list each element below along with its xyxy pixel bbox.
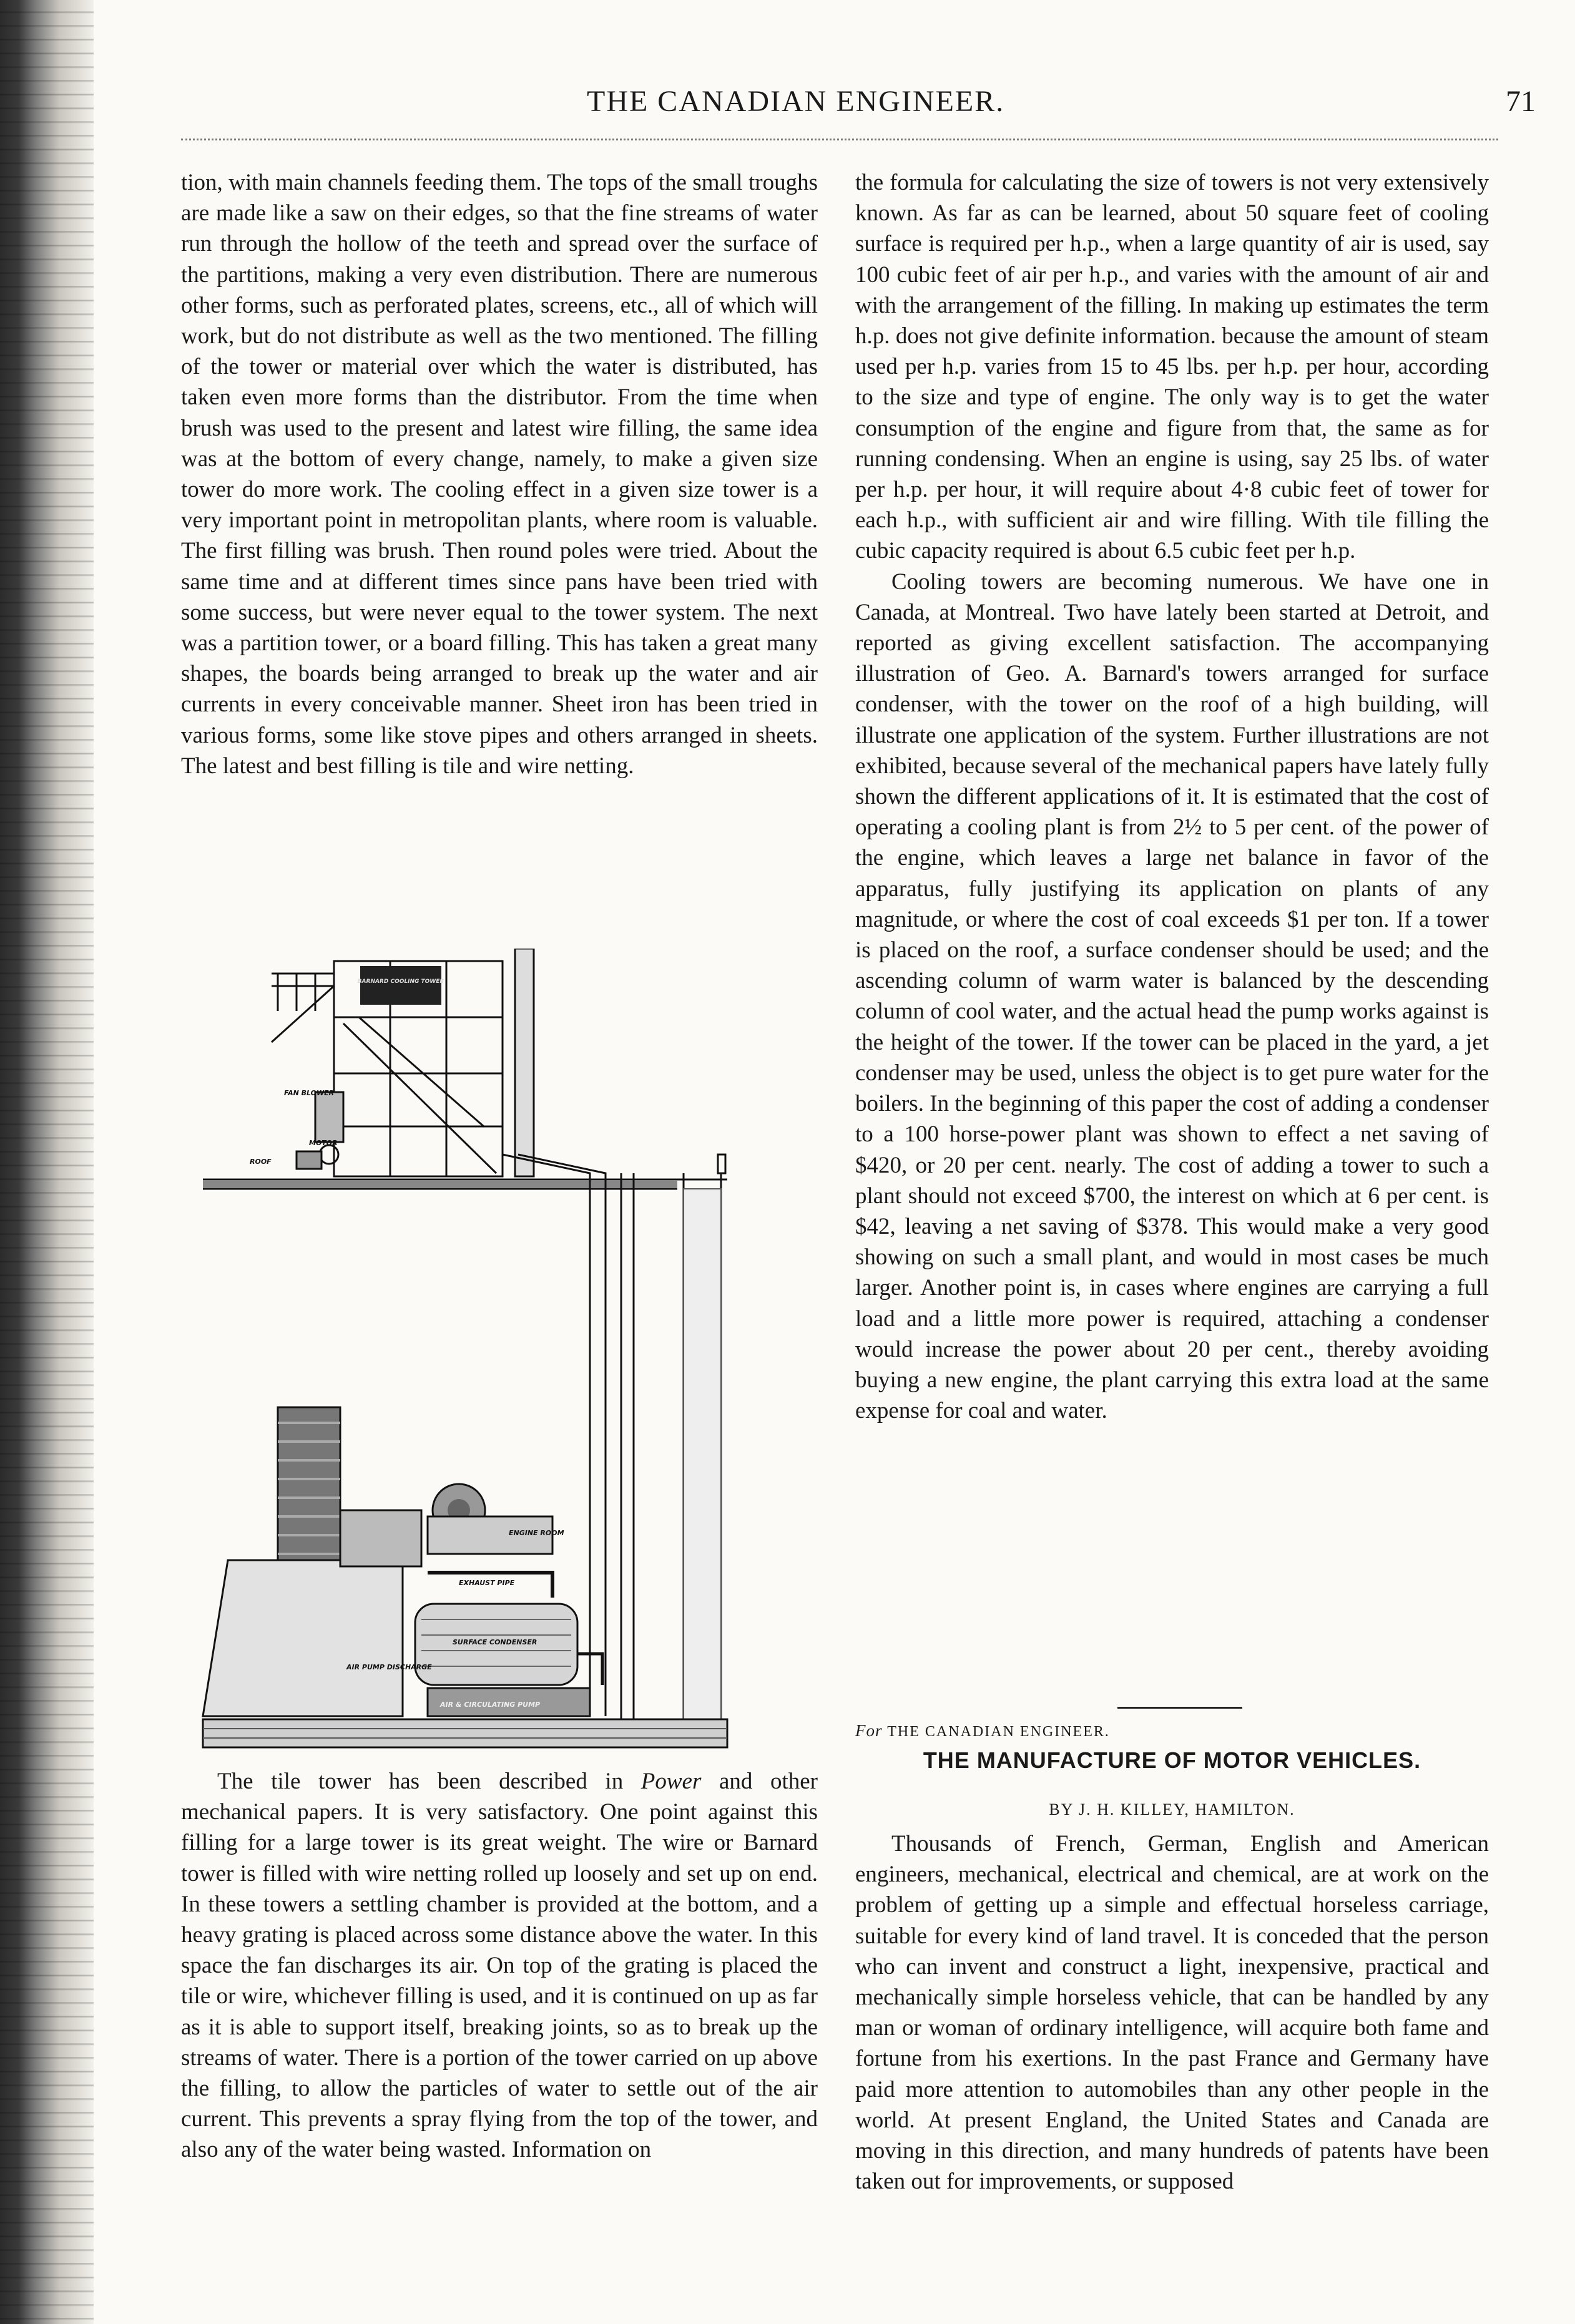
engraving-svg: [190, 949, 815, 1754]
paragraph: the formula for calculating the size of towers is not very extensively known. As far as can be learned, about 50 square feet of cooling surface is required per h.p., when a large quantity of air is used, say 100 cubic feet of air per h.p., and varies with the amount of air and with the arrangement of the filling. In making up estimates the term h.p. does not give definite information. because the amount of steam used per h.p. varies from 15 to 45 lbs. per h.p. per hour, according to the size and type of engine. The only way is to get the water consumption of the engine and figure from that, the same as for running condensing. When an engine is using, say 25 lbs. of water per h.p. per hour, it will require about 4·8 cubic feet of tower for each h.p., with sufficient air and wire filling. With tile filling the cubic capacity required is about 6.5 cubic feet per h.p.: [855, 170, 1489, 564]
for-publication-line: [855, 1721, 1110, 1741]
italic-publication-name: Power: [640, 1769, 702, 1794]
paragraph: [181, 1766, 818, 2165]
page-number: 71: [1506, 85, 1536, 118]
left-column-bottom: [181, 1766, 818, 2165]
header-rule: [181, 139, 1498, 142]
air-pump-label: AIR & CIRCULATING PUMP: [440, 1701, 541, 1709]
text-run: The tile tower has been described in: [217, 1769, 641, 1794]
text-run: and other mechanical papers. It is very satisfactory. One point against this filling for a large tower is its great weight. The wire or Barnard tower is filled with wire netting rolled up loosely and set up on end. In these towers a settling chamber is provided at the bottom, and a heavy grating is placed across some distance above the water. In this space the fan discharges its air. On top of the grating is placed the tile or wire, whichever filling is used, and it is continued on up as far as it is able to support itself, breaking joints, so as to break up the streams of water. There is a portion of the tower carried on up above the filling, to allow the particles of water to settle out of the air current. This prevents a spray flying from the top of the tower, and also any of the water being wasted. Information on: [181, 1769, 818, 2163]
tower-plate-label: BARNARD COOLING TOWER: [357, 979, 444, 985]
fan-blower-label: FAN BLOWER: [284, 1089, 335, 1097]
engine-room-label: ENGINE ROOM: [509, 1529, 564, 1537]
motor-label: MOTOR: [309, 1139, 338, 1147]
tower-nameplate: [360, 966, 441, 1005]
cooling-tower-illustration: [190, 949, 815, 1754]
publication-name: THE CANADIAN ENGINEER.: [887, 1724, 1110, 1740]
for-prefix: For: [855, 1721, 883, 1740]
article-byline: BY J. H. KILLEY, HAMILTON.: [1049, 1800, 1295, 1819]
article-title: THE MANUFACTURE OF MOTOR VEHICLES.: [923, 1747, 1421, 1773]
exhaust-pipe-label: EXHAUST PIPE: [459, 1579, 515, 1587]
paragraph: Thousands of French, German, English and American engineers, mechanical, electrical and chemical, are at work on the problem of getting up a simple and effectual horseless carriage, suitable for every kind of land travel. It is conceded that the person who can invent and construct a light, inexpensive, practical and mechanically simple horseless vehicle, that can be handled by any man or woman of ordinary intelligence, will acquire both fame and fortune from his exertions. In the past France and Germany have paid more attention to automobiles than any other people in the world. At present England, the United States and Canada are moving in this direction, and many hundreds of patents have been taken out for improvements, or supposed: [855, 1831, 1489, 2195]
paragraph: Cooling towers are becoming numerous. We have one in Canada, at Montreal. Two have lately been started at Detroit, and reported as giving excellent satisfaction. The accompanying illustration of Geo. A. Barnard's towers arranged for surface condenser, with the tower on the roof of a high building, will illustrate one application of the system. Further illustrations are not exhibited, because several of the mechanical papers have lately fully shown the different applications of it. It is estimated that the cost of operating a cooling plant is from 2½ to 5 per cent. of the power of the engine, which leaves a large net balance in favor of the apparatus, fully justifying its application on plants of any magnitude, or where the cost of coal exceeds $1 per ton. If a tower is placed on the roof, a surface condenser should be used; and the ascending column of warm water is balanced by the descending column of cool water, and the actual head the pump works against is the height of the tower. If the tower can be placed in the yard, a jet condenser may be used, unless the object is to get pure water for the boilers. In the beginning of this paper the cost of adding a condenser to a 100 horse-power plant was shown to effect a net saving of $420, or 20 per cent. nearly. The cost of adding a tower to such a plant should not exceed $700, the interest on which at 6 per cent. is $42, leaving a net saving of $378. This would make a very good showing on such a small plant, and would in most cases be much larger. Another point is, in cases where engines are carrying a full load and a little more power is required, attaching a condenser would increase the power about 20 per cent., thereby avoiding buying a new engine, the plant carrying this extra load at the same expense for coal and water.: [855, 569, 1489, 1424]
right-column-bottom: [855, 1828, 1489, 2197]
book-spine-edge: [0, 0, 94, 2324]
right-column-top: [855, 167, 1489, 1426]
surface-condenser-label: SURFACE CONDENSER: [453, 1638, 537, 1646]
running-head: [156, 84, 1536, 134]
roof-label: ROOF: [250, 1158, 272, 1166]
paragraph: tion, with main channels feeding them. The tops of the small troughs are made like a saw on their edges, so that the fine streams of water run through the hollow of the teeth and spread over the surface of the partitions, making a very even distribution. There are numerous other forms, such as perforated plates, screens, etc., all of which will work, but do not distribute as well as the two mentioned. The filling of the tower or material over which the water is distributed, has taken even more forms than the distributor. From the time when brush was used to the present and latest wire filling, the same idea was at the bottom of every change, namely, to make a given size tower do more work. The cooling effect in a given size tower is a very important point in metropolitan plants, where room is valuable. The first filling was brush. Then round poles were tried. About the same time and at different times since pans have been tried with some success, but were never equal to the tower system. The next was a partition tower, or a board filling. This has taken a great many shapes, the boards being arranged to break up the water and air currents in every conceivable manner. Sheet iron has been tried in various forms, some like stove pipes and others arranged in sheets. The latest and best filling is tile and wire netting.: [181, 170, 818, 779]
journal-title: THE CANADIAN ENGINEER.: [587, 85, 1005, 118]
article-separator-rule: [1117, 1707, 1242, 1709]
left-column-top: [181, 167, 818, 781]
air-pump-discharge-label: AIR PUMP DISCHARGE: [346, 1663, 432, 1671]
